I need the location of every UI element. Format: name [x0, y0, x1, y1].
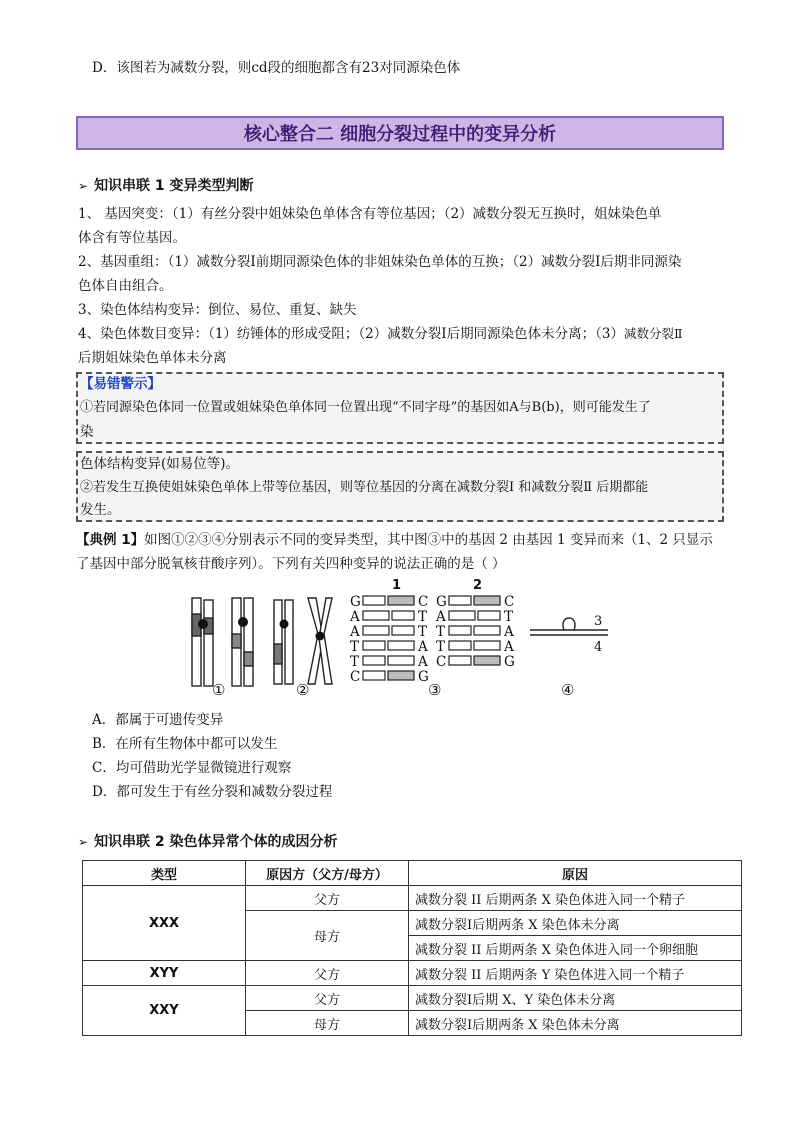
- example-line-2: 了基因中部分脱氧核苷酸序列）。下列有关四种变异的说法正确的是（ ）: [76, 556, 506, 572]
- s1-line-7: 后期姐妹染色单体未分离: [78, 350, 227, 366]
- dna-base-pair-bars: [350, 592, 520, 684]
- seq1-base: A: [418, 654, 428, 670]
- example-line-1: [76, 530, 713, 550]
- seq2-base: T: [436, 639, 446, 655]
- warning-title: 【易错警示】: [80, 376, 161, 392]
- figure-4-loop: [528, 614, 618, 654]
- seq1-base: A: [350, 624, 360, 640]
- table-cell-party: 母方: [246, 911, 409, 961]
- s1-line-2: 体含有等位基因。: [78, 230, 186, 246]
- table-cell-reason: 减数分裂 II 后期两条 Y 染色体进入同一个精子: [409, 961, 742, 986]
- table-cell-party: 父方: [246, 886, 409, 911]
- seq1-base: G: [418, 669, 429, 685]
- table-row: [83, 961, 742, 986]
- warning-line-3: 色体结构变异(如易位等)。: [80, 456, 240, 472]
- seq2-base: A: [504, 624, 514, 640]
- s1-line-6a: 4、染色体数目变异：（1）纺锤体的形成受阻；（2）减数分裂Ⅰ后期同源染色体未分离；（3）: [78, 326, 624, 342]
- s1-line-6b: 减数分裂Ⅱ: [623, 326, 683, 341]
- option-d: D．都可发生于有丝分裂和减数分裂过程: [92, 784, 333, 800]
- section1-heading: [78, 176, 254, 196]
- s1-line-5: 3、染色体结构变异：倒位、易位、重复、缺失: [78, 302, 357, 318]
- gene-label-3: 3: [594, 614, 603, 629]
- table-cell-type: XYY: [83, 961, 246, 986]
- seq2-base: G: [504, 654, 515, 670]
- section1-heading-text: 知识串联 1 变异类型判断: [94, 178, 254, 194]
- chromosome-anomaly-table: [82, 860, 742, 1036]
- figure-label-1: ①: [212, 681, 226, 699]
- table-header-row: [83, 861, 742, 886]
- section-banner: [76, 116, 724, 150]
- table-cell-party: 父方: [246, 961, 409, 986]
- option-b: B．在所有生物体中都可以发生: [92, 736, 278, 752]
- example-text-1: 如图①②③④分别表示不同的变异类型，其中图③中的基因 2 由基因 1 变异而来（1、2 只显示: [144, 532, 713, 548]
- warning-line-4: ②若发生互换使姐妹染色单体上带等位基因，则等位基因的分离在减数分裂Ⅰ 和减数分裂Ⅱ 后期都能: [80, 480, 649, 495]
- seq1-base: C: [418, 594, 429, 610]
- seq2-base: A: [504, 639, 514, 655]
- seq1-base: A: [350, 609, 360, 625]
- table-cell-reason: 减数分裂Ⅰ后期两条 X 染色体未分离: [409, 911, 742, 936]
- seq1-base: T: [418, 624, 428, 640]
- gene-label-1: 1: [392, 578, 402, 593]
- s1-line-6: [78, 324, 682, 344]
- s1-line-4: 色体自由组合。: [78, 278, 173, 294]
- arrow-bullet-icon: ➢: [78, 835, 89, 849]
- arrow-bullet-icon: ➢: [78, 179, 89, 193]
- seq2-base: T: [436, 624, 446, 640]
- table-cell-reason: 减数分裂 II 后期两条 X 染色体进入同一个卵细胞: [409, 936, 742, 961]
- table-row: [83, 886, 742, 911]
- seq1-base: A: [418, 639, 428, 655]
- option-a: A．都属于可遗传变异: [92, 712, 224, 728]
- figure-label-2: ②: [296, 681, 310, 699]
- seq2-base: A: [436, 609, 446, 625]
- banner-title: 核心整合二 细胞分裂过程中的变异分析: [243, 124, 557, 145]
- table-cell-party: 母方: [246, 1011, 409, 1036]
- table-header: 类型: [83, 861, 246, 886]
- seq1-base: G: [350, 594, 361, 610]
- warning-line-5: 发生。: [80, 502, 121, 518]
- option-c: C．均可借助光学显微镜进行观察: [92, 760, 292, 776]
- section2-heading-text: 知识串联 2 染色体异常个体的成因分析: [94, 834, 338, 850]
- seq1-base: T: [418, 609, 428, 625]
- table-header: 原因: [409, 861, 742, 886]
- warning-line-2: 染: [80, 424, 94, 440]
- table-header: 原因方（父方/母方）: [246, 861, 409, 886]
- table-cell-type: XXX: [83, 886, 246, 961]
- gene-label-4: 4: [594, 640, 603, 655]
- figure-3-dna: [350, 592, 520, 685]
- example-label: 【典例 1】: [76, 532, 145, 548]
- option-d-top: D．该图若为减数分裂，则cd段的细胞都含有23对同源染色体: [92, 60, 461, 76]
- seq2-base: C: [436, 654, 447, 670]
- figure-label-4: ④: [561, 681, 575, 699]
- seq2-base: G: [436, 594, 447, 610]
- seq1-base: T: [350, 654, 360, 670]
- gene-label-2: 2: [473, 578, 483, 593]
- s1-line-3: 2、基因重组：（1）减数分裂Ⅰ前期同源染色体的非姐妹染色单体的互换；（2）减数分裂Ⅰ后期非同源染: [78, 254, 682, 270]
- figure-label-3: ③: [428, 681, 442, 699]
- section2-heading: [78, 832, 338, 852]
- seq1-base: C: [350, 669, 361, 685]
- table-row: [83, 986, 742, 1011]
- figure-2-chromosomes: [268, 594, 348, 694]
- seq2-base: T: [504, 609, 514, 625]
- s1-line-1: 1、 基因突变：（1）有丝分裂中姐妹染色单体含有等位基因；（2）减数分裂无互换时，姐妹染色单: [78, 206, 662, 222]
- table-cell-reason: 减数分裂Ⅰ后期 X、Y 染色体未分离: [409, 986, 742, 1011]
- table-cell-party: 父方: [246, 986, 409, 1011]
- table-cell-type: XXY: [83, 986, 246, 1036]
- seq1-base: T: [350, 639, 360, 655]
- warning-line-1: ①若同源染色体同一位置或姐妹染色单体同一位置出现“不同字母”的基因如A与B(b)，则可能发生了: [80, 400, 651, 415]
- table-cell-reason: 减数分裂 II 后期两条 X 染色体进入同一个精子: [409, 886, 742, 911]
- table-cell-reason: 减数分裂Ⅰ后期两条 X 染色体未分离: [409, 1011, 742, 1036]
- seq2-base: C: [504, 594, 515, 610]
